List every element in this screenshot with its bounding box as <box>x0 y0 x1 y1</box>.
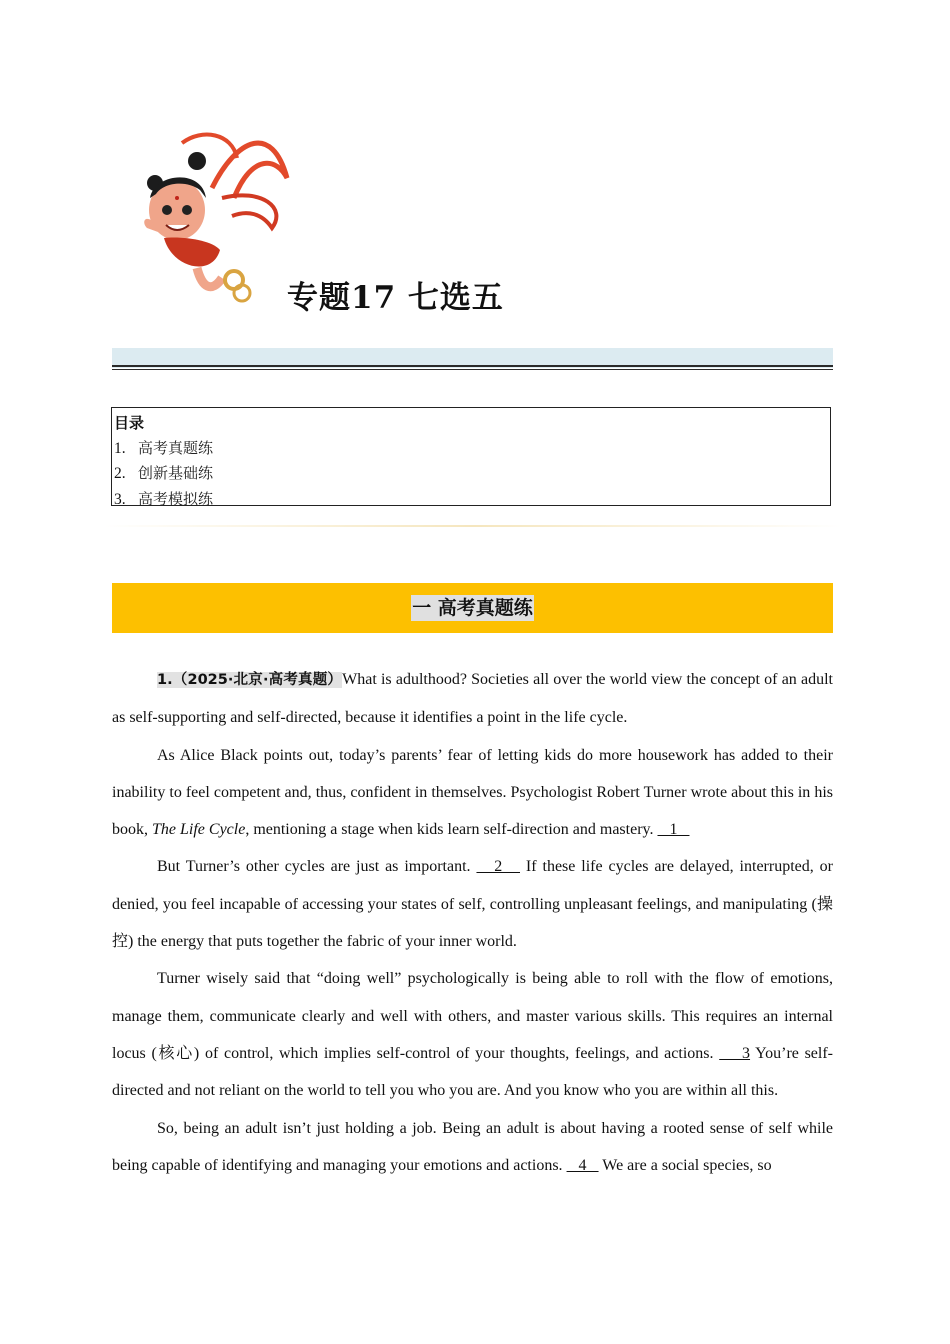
answer-blank-4[interactable]: 4 <box>566 1156 599 1174</box>
section-heading: 一 高考真题练 <box>412 597 533 619</box>
book-title: The Life Cycle <box>152 821 246 839</box>
decorative-divider <box>104 525 842 527</box>
document-title: 专题17 七选五 <box>287 280 504 316</box>
passage-paragraph <box>112 1110 833 1185</box>
toc-item-number: 2. <box>114 465 126 482</box>
answer-blank-3[interactable]: 3 <box>719 1044 751 1062</box>
toc-item[interactable] <box>112 487 830 513</box>
passage-text: We are a social species, so <box>598 1156 772 1174</box>
title-divider-rule-thin <box>112 369 833 370</box>
passage-text: What is adulthood? Societies all over the world view the concept of an adult as self-supporting and self-directed, because it identifies a point in the life cycle. <box>112 671 833 727</box>
answer-blank-2[interactable]: 2 <box>476 858 520 876</box>
toc-item-number: 1. <box>114 439 126 457</box>
passage-text: Turner wisely said that “doing well” psychologically is being able to roll with the flow of emotions, manage them, communicate clearly and well with others, and master various skills. This requires an internal locus (核心) of control, which implies self-control of your thoughts, feelings, and actions. <box>112 970 833 1062</box>
passage-paragraph <box>112 848 833 960</box>
passage-text: If these life cycles are delayed, interrupted, or denied, you feel incapable of accessing your states of self, controlling unpleasant feelings, and manipulating (操控) the energy that puts together the fabric of your inner world. <box>112 858 833 951</box>
passage-paragraph <box>112 661 833 737</box>
passage-text: But Turner’s other cycles are just as important. <box>157 858 477 876</box>
question-label: 1.（2025·北京·高考真题） <box>157 672 343 688</box>
section-header-band <box>112 583 833 633</box>
mascot-illustration <box>142 128 292 310</box>
passage-text: , mentioning a stage when kids learn self-direction and mastery. <box>245 821 658 839</box>
toc-title: 目录 <box>114 414 145 432</box>
passage-paragraph <box>112 737 833 849</box>
answer-blank-1[interactable]: 1 <box>657 821 690 839</box>
toc-item-label: 高考真题练 <box>138 438 214 457</box>
title-divider-rule <box>112 365 833 367</box>
toc-item[interactable] <box>112 436 830 462</box>
passage-text: You’re self-directed and not reliant on the world to tell you who you are. And you know who you are within all this. <box>112 1044 834 1100</box>
passage-text: As Alice Black points out, today’s parents’ fear of letting kids do more housework has added to their inability to feel competent and, thus, confident in themselves. Psychologist Robert Turner wrote about this in his book, <box>112 746 833 839</box>
toc-item-number: 3. <box>114 490 126 508</box>
table-of-contents <box>111 407 831 506</box>
passage-paragraph <box>112 960 833 1109</box>
toc-item[interactable] <box>112 461 830 487</box>
title-divider-bar <box>112 348 833 368</box>
toc-item-label: 高考模拟练 <box>138 489 214 508</box>
passage-text: So, being an adult isn’t just holding a job. Being an adult is about having a rooted sense of self while being capable of identifying and managing your emotions and actions. <box>112 1119 833 1174</box>
reading-passage <box>112 661 833 1184</box>
toc-item-label: 创新基础练 <box>138 464 214 482</box>
